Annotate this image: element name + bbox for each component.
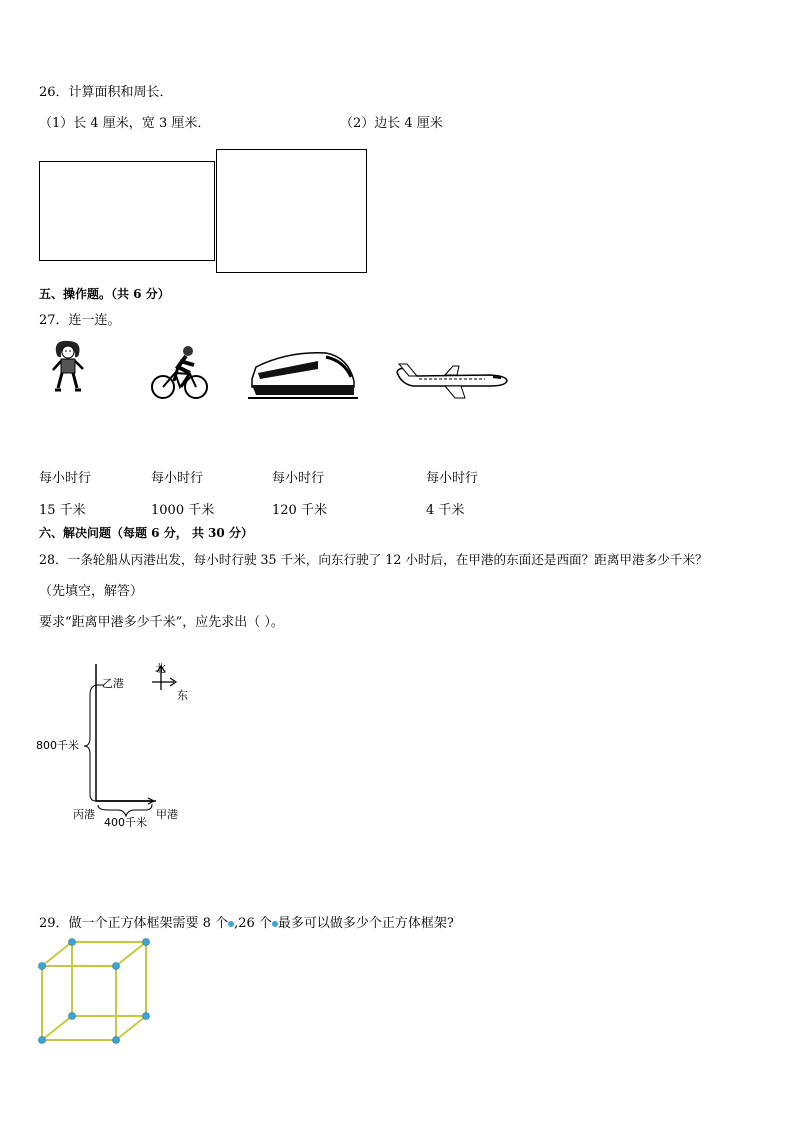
speed-prefix-4: 每小时行 (426, 471, 479, 486)
high-speed-train-icon (248, 349, 358, 401)
speed-prefix-2: 每小时行 (151, 471, 204, 486)
q26-title: 26．计算面积和周长． (39, 85, 173, 100)
q27-title: 27．连一连。 (39, 313, 121, 328)
q28-line1: 28．一条轮船从丙港出发，每小时行驶 35 千米，向东行驶了 12 小时后，在甲港的东面还是西面？距离甲港多少千米？ (39, 552, 708, 567)
q28-line3: 要求“距离甲港多少千米”，应先求出（ ）。 (39, 615, 284, 630)
vertical-distance-label: 800千米 (36, 739, 79, 752)
airplane-icon (395, 358, 510, 400)
cube-frame-figure (34, 938, 154, 1048)
cyclist-icon (150, 343, 210, 401)
q29-text-b: ,26 个 (234, 916, 272, 931)
section-5-heading: 五、操作题。（共 6 分） (39, 287, 170, 301)
q26-part1: （1）长 4 厘米，宽 3 厘米． (39, 116, 211, 131)
port-bing-label: 丙港 (73, 808, 95, 821)
section-6-heading: 六、解决问题（每题 6 分， 共 30 分） (39, 526, 253, 540)
rectangle-figure (39, 161, 215, 261)
speed-value-2: 1000 千米 (151, 503, 215, 518)
square-figure (216, 149, 367, 273)
port-jia-label: 甲港 (156, 808, 178, 821)
north-label: 北 (155, 662, 166, 675)
horizontal-distance-label: 400千米 (104, 816, 147, 829)
speed-prefix-3: 每小时行 (272, 471, 325, 486)
speed-value-4: 4 千米 (426, 503, 465, 518)
q29-text (39, 917, 454, 930)
q29-text-c: 最多可以做多少个正方体框架? (277, 916, 454, 931)
east-label: 东 (177, 689, 188, 702)
q29-text-a: 29．做一个正方体框架需要 8 个 (39, 916, 229, 931)
speed-value-3: 120 千米 (272, 503, 327, 518)
q26-part2: （2）边长 4 厘米 (340, 116, 443, 131)
speed-prefix-1: 每小时行 (39, 471, 92, 486)
port-yi-label: 乙港 (102, 677, 124, 690)
speed-value-1: 15 千米 (39, 503, 86, 518)
q28-line2: （先填空，解答） (39, 584, 144, 599)
walking-child-icon (48, 338, 88, 398)
